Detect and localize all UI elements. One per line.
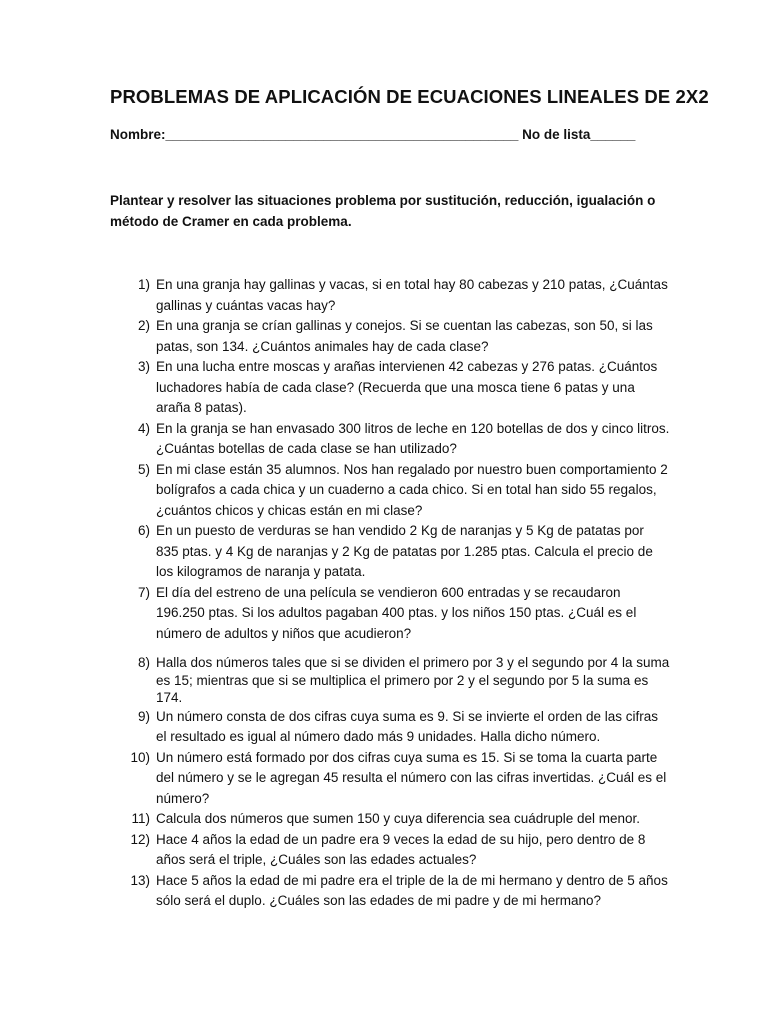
problem-item-11 [110, 809, 670, 830]
problem-number: 6) [137, 523, 150, 538]
problem-text: En una granja hay gallinas y vacas, si en total hay 80 cabezas y 210 patas, ¿Cuántas gallinas y cuántas vacas hay? [156, 277, 668, 313]
problem-number: 13) [130, 872, 150, 888]
problem-item-5 [110, 460, 670, 522]
problem-item-8 [110, 654, 670, 707]
problem-item-2 [110, 316, 670, 357]
problem-text: El día del estreno de una película se vendieron 600 entradas y se recaudaron 196.250 ptas. Si los adultos pagaban 400 ptas. y los niños 150 ptas. ¿Cuál es el número de adultos y niños que acudieron? [156, 584, 637, 641]
problem-item-9 [110, 707, 670, 748]
problem-number: 1) [137, 277, 150, 292]
problem-number: 5) [137, 461, 150, 477]
problem-item-7 [110, 583, 670, 645]
problem-number: 9) [137, 708, 150, 724]
problem-item-3 [110, 357, 670, 419]
problem-item-6 [110, 521, 670, 583]
problem-item-13 [110, 871, 670, 912]
problem-text: Un número consta de dos cifras cuya suma es 9. Si se invierte el orden de las cifras el resultado es igual al número dado más 9 unidades. Halla dicho número. [156, 708, 658, 744]
problem-number: 8) [137, 655, 150, 670]
problem-text: Un número está formado por dos cifras cuya suma es 15. Si se toma la cuarta parte del número y se le agregan 45 resulta el número con las cifras invertidas. ¿Cuál es el número? [156, 749, 667, 806]
instructions-text: Plantear y resolver las situaciones problema por sustitución, reducción, igualación o método de Cramer en cada problema. [110, 193, 656, 229]
problem-text: Calcula dos números que sumen 150 y cuya diferencia sea cuádruple del menor. [156, 811, 641, 826]
problem-number: 10) [130, 749, 150, 765]
problem-text: Hace 4 años la edad de un padre era 9 veces la edad de su hijo, pero dentro de 8 años será el triple, ¿Cuáles son las edades actuales? [156, 831, 646, 867]
problem-text: Hace 5 años la edad de mi padre era el triple de la de mi hermano y dentro de 5 años sólo será el duplo. ¿Cuáles son las edades de mi padre y de mi hermano? [156, 872, 668, 908]
problem-text: En mi clase están 35 alumnos. Nos han regalado por nuestro buen comportamiento 2 bolígrafos a cada chica y un cuaderno a cada chico. Si en total han sido 55 regalos, ¿cuántos chicos y chicas están en mi clase? [156, 461, 668, 518]
problem-number: 11) [131, 811, 150, 826]
problem-number: 12) [130, 831, 150, 847]
problem-number: 3) [137, 359, 150, 374]
problem-text: En la granja se han envasado 300 litros de leche en 120 botellas de dos y cinco litros. ¿Cuántas botellas de cada clase se han utilizado? [156, 420, 670, 456]
problem-item-4 [110, 419, 670, 460]
problem-list [110, 275, 670, 912]
problem-item-10 [110, 748, 670, 810]
problem-text: En un puesto de verduras se han vendido 2 Kg de naranjas y 5 Kg de patatas por 835 ptas. y 4 Kg de naranjas y 2 Kg de patatas por 1.285 ptas. Calcula el precio de los kilogramos de naranja y patata. [156, 523, 653, 579]
name-field-line: Nombre:_______________________________________________ No de lista______ [110, 127, 636, 142]
page-title: PROBLEMAS DE APLICACIÓN DE ECUACIONES LINEALES DE 2X2 [110, 86, 709, 107]
problem-number: 7) [137, 584, 150, 600]
problem-text: En una lucha entre moscas y arañas intervienen 42 cabezas y 276 patas. ¿Cuántos luchadores había de cada clase? (Recuerda que una mosca tiene 6 patas y una araña 8 patas). [156, 359, 658, 415]
problem-text: Halla dos números tales que si se dividen el primero por 3 y el segundo por 4 la suma es 15; mientras que si se multiplica el primero por 2 y el segundo por 5 la suma es 174. [156, 655, 670, 705]
problem-item-1 [110, 275, 670, 316]
problem-number: 2) [137, 318, 150, 333]
problem-item-12 [110, 830, 670, 871]
problem-text: En una granja se crían gallinas y conejos. Si se cuentan las cabezas, son 50, si las patas, son 134. ¿Cuántos animales hay de cada clase? [156, 318, 653, 354]
problem-number: 4) [137, 420, 150, 436]
